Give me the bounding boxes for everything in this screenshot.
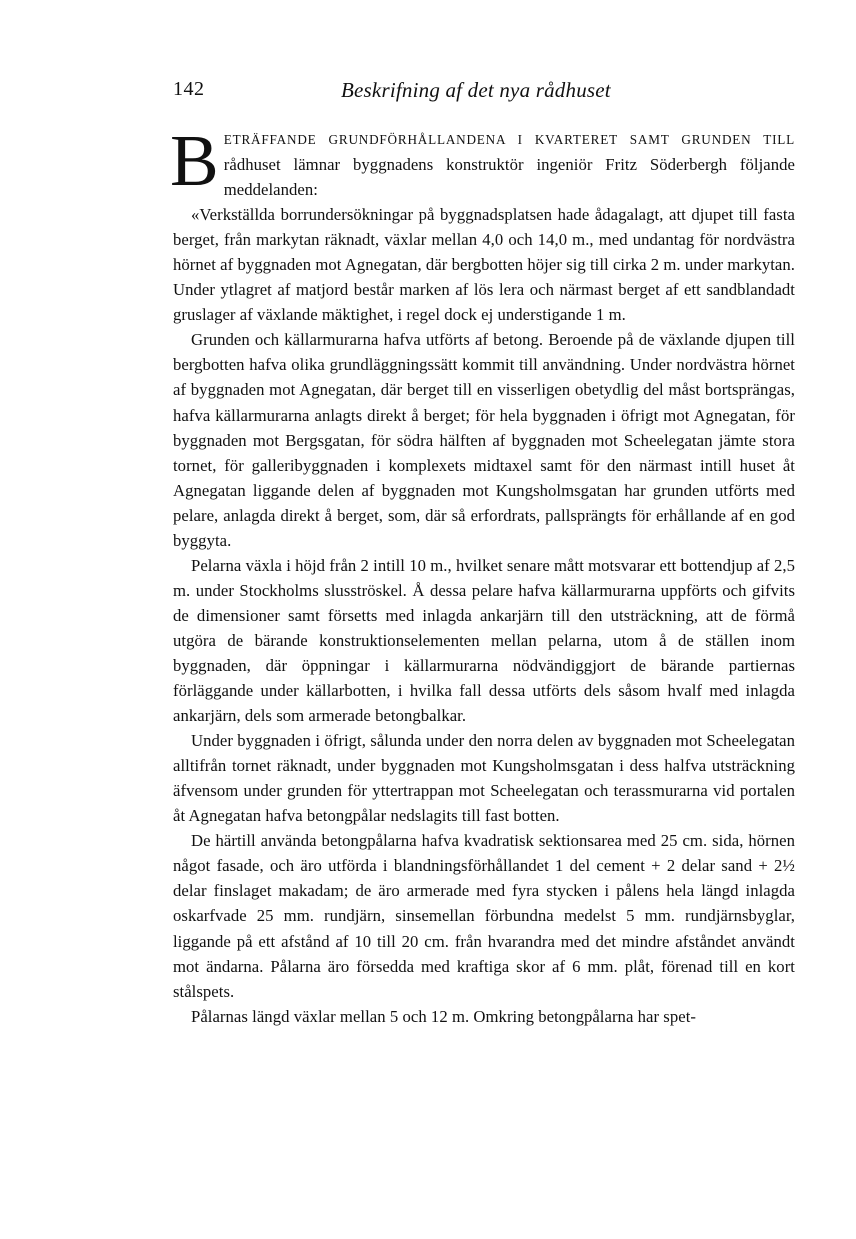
paragraph-5: De härtill använda betongpålarna hafva kvadratisk sektionsarea med 25 cm. sida, hörnen något fasade, och äro utförda i blandningsförhållandet 1 del cement + 2 delar sand + 2½ delar finslaget makadam; de äro armerade med fyra stycken i pålens hela längd inlagda oskarfvade 25 mm. rundjärn, sinsemellan förbundna medelst 5 mm. rundjärnsbyglar, liggande på ett afstånd af 10 till 20 cm. från hvarandra med det mindre afståndet användt mot ändarna. Pålarna äro försedda med kraftiga skor af 6 mm. plåt, förenad till en kort stålspets. <box>173 831 795 1001</box>
drop-cap: B <box>170 120 219 201</box>
page-header <box>173 78 795 108</box>
opening-small-caps: ETRÄFFANDE GRUNDFÖRHÅLLANDENA I KVARTERET SAMT GRUNDEN TILL <box>223 132 795 147</box>
paragraph-3: Pelarna växla i höjd från 2 intill 10 m., hvilket senare mått motsvarar ett bottendjup af 2,5 m. under Stockholms slusströskel. Å dessa pelare hafva källarmurarna uppförts och gifvits de dimensioner samt försetts med inlagda ankarjärn till den utsträckning, att de förmå utgöra de bärande konstruktionselementen mellan pelarna, utom å de ställen inom byggnaden, där öppningar i källarmurarna nödvändiggjort de bärande partiernas förläggande under källarbotten, i hvilka fall dessa utförts dels såsom hvalf med inlagda ankarjärn, dels som armerade betongbalkar. <box>173 555 795 726</box>
running-title: Beskrifning af det nya rådhuset <box>341 78 611 102</box>
paragraph-1: «Verkställda borrundersökningar på byggnadsplatsen hade ådagalagt, att djupet till fasta berget, från markytan räknadt, växlar mellan 4,0 och 14,0 m., med undantag för nordvästra hörnet af byggnaden mot Agnegatan, där bergbotten höjer sig till cirka 2 m. under markytan. Under ytlagret af matjord består marken af lös lera och närmast berget af ett sandblandadt gruslager af växlande mäktighet, i regel dock ej understigande 1 m. <box>173 205 795 325</box>
body-text <box>170 120 795 1029</box>
opening-paragraph <box>170 120 795 202</box>
paragraph-2: Grunden och källarmurarna hafva utförts af betong. Beroende på de växlande djupen till bergbotten hafva olika grundläggningssätt kommit till användning. Under nordvästra hörnet af byggnaden mot Agnegatan, där berget till en visserligen obetydlig del måst bortsprängas, hafva källarmurarna anlagts direkt å berget; för hela byggnaden i öfrigt mot Agnegatan, för byggnaden mot Bergsgatan, för södra hälften af byggnaden mot Scheelegatan jämte stora tornet, för galleribyggnaden i komplexets midtaxel samt för den närmast intill huset åt Agnegatan liggande delen af byggnaden mot Kungsholmsgatan har grunden utförts med pelare, anlagda direkt å berget, som, där så erfordrats, pallsprängts för erhållande af en god byggyta. <box>173 330 795 550</box>
paragraph-4: Under byggnaden i öfrigt, sålunda under den norra delen av byggnaden mot Scheelegatan alltifrån tornet räknadt, under byggnaden mot Kungsholmsgatan i dess halfva utsträckning äfvensom under grunden för yttertrappan mot Scheelegatan och terassmurarna vid portalen åt Agnegatan hafva betongpålar nedslagits till fast botten. <box>173 731 795 826</box>
page-number: 142 <box>173 78 205 100</box>
paragraph-6: Pålarnas längd växlar mellan 5 och 12 m. Omkring betongpålarna har spet- <box>191 1006 696 1026</box>
opening-text: rådhuset lämnar byggnadens konstruktör ingeniör Fritz Söderbergh följande meddelanden: <box>223 155 795 200</box>
